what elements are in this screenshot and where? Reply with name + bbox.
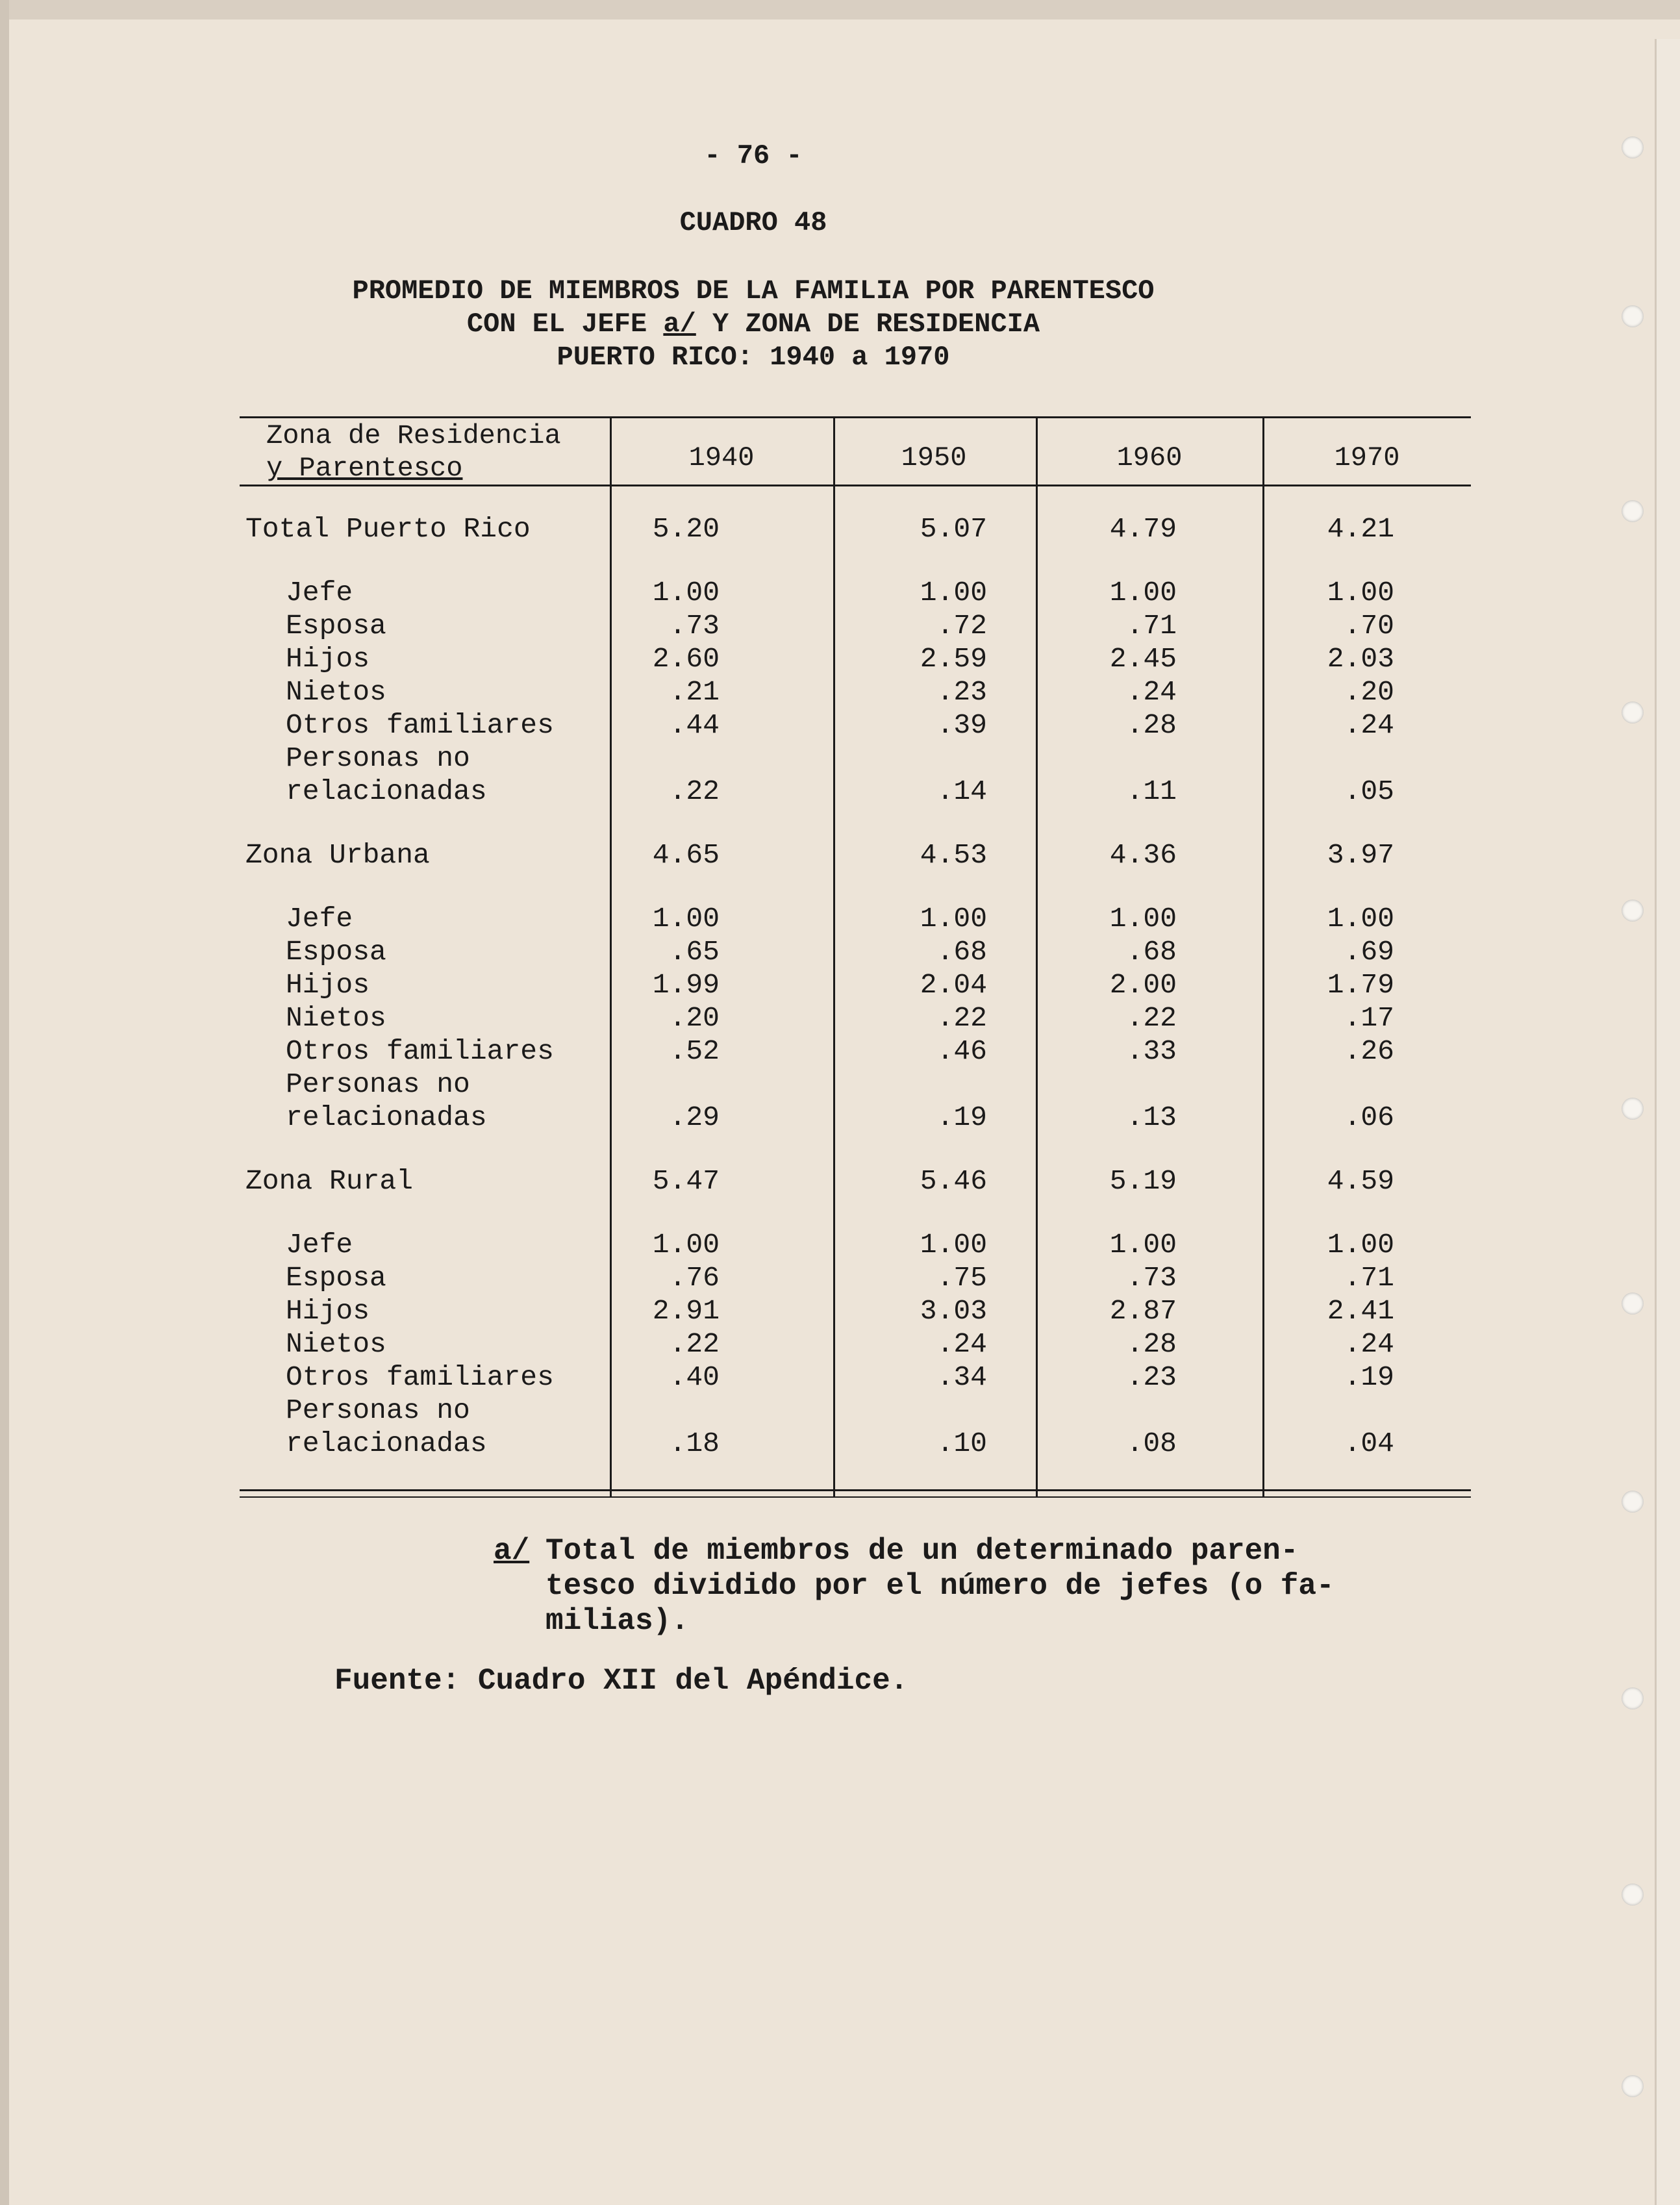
row-label: relacionadas — [286, 1102, 487, 1133]
table-cell: .22 — [1126, 1002, 1177, 1034]
footnote-text: milias). — [545, 1604, 689, 1638]
table-cell: 4.53 — [920, 839, 987, 871]
table-cell: .69 — [1344, 936, 1394, 968]
row-label: Nietos — [286, 1002, 386, 1034]
row-label: Esposa — [286, 610, 386, 642]
table-cell: .24 — [1126, 676, 1177, 708]
table-cell: 5.07 — [920, 513, 987, 545]
table-cell: .06 — [1344, 1102, 1394, 1133]
table-cell: 1.00 — [920, 1229, 987, 1261]
section-label: Total Puerto Rico — [245, 513, 531, 545]
binder-strip — [1655, 39, 1680, 2205]
table-cell: .05 — [1344, 775, 1394, 807]
table-cell: .52 — [669, 1035, 720, 1067]
table-cell: 2.41 — [1327, 1295, 1394, 1327]
table-cell: 1.00 — [1327, 577, 1394, 609]
table-header-rule — [240, 485, 1471, 486]
punch-hole — [1622, 1491, 1644, 1513]
table-cell: .24 — [1344, 709, 1394, 741]
table-cell: 1.00 — [652, 1229, 720, 1261]
column-header: 1950 — [901, 442, 967, 473]
table-cell: .19 — [936, 1102, 987, 1133]
table-cell: 1.00 — [652, 903, 720, 935]
table-cell: .13 — [1126, 1102, 1177, 1133]
table-cell: 5.20 — [652, 513, 720, 545]
row-label: Otros familiares — [286, 1035, 554, 1067]
table-cell: .76 — [669, 1262, 720, 1294]
table-cell: 3.03 — [920, 1295, 987, 1327]
source-note: Fuente: Cuadro XII del Apéndice. — [334, 1664, 909, 1698]
footnote-text: tesco dividido por el número de jefes (o fa- — [545, 1569, 1335, 1603]
row-label: Hijos — [286, 969, 370, 1001]
table-cell: .70 — [1344, 610, 1394, 642]
table-bottom-rule — [240, 1496, 1471, 1498]
table-cell: 2.91 — [652, 1295, 720, 1327]
table-cell: .75 — [936, 1262, 987, 1294]
punch-hole — [1622, 1687, 1644, 1709]
table-cell: .40 — [669, 1361, 720, 1393]
page-number: - 76 - — [704, 140, 803, 171]
table-cell: .73 — [669, 610, 720, 642]
punch-hole — [1622, 136, 1644, 158]
punch-hole — [1622, 305, 1644, 327]
table-cell: .20 — [669, 1002, 720, 1034]
column-header: 1970 — [1334, 442, 1400, 473]
table-cell: 1.79 — [1327, 969, 1394, 1001]
table-cell: .18 — [669, 1428, 720, 1459]
table-cell: 1.00 — [652, 577, 720, 609]
section-label: Zona Urbana — [245, 839, 430, 871]
row-label: Nietos — [286, 1328, 386, 1360]
table-cell: .65 — [669, 936, 720, 968]
table-cell: .23 — [936, 676, 987, 708]
table-cell: .71 — [1344, 1262, 1394, 1294]
title-text: CON EL JEFE — [466, 309, 664, 340]
table-cell: .26 — [1344, 1035, 1394, 1067]
column-header: 1940 — [688, 442, 755, 473]
table-cell: .24 — [936, 1328, 987, 1360]
table-bottom-rule — [240, 1489, 1471, 1491]
table-cell: .29 — [669, 1102, 720, 1133]
table-cell: 2.04 — [920, 969, 987, 1001]
punch-hole — [1622, 900, 1644, 922]
table-cell: 1.00 — [920, 577, 987, 609]
column-header: 1960 — [1116, 442, 1183, 473]
table-cell: 2.59 — [920, 643, 987, 675]
table-cell: .39 — [936, 709, 987, 741]
table-cell: 4.65 — [652, 839, 720, 871]
row-label: Personas no — [286, 1394, 470, 1426]
table-cell: .17 — [1344, 1002, 1394, 1034]
table-cell: .10 — [936, 1428, 987, 1459]
row-label: Jefe — [286, 903, 353, 935]
row-label: Jefe — [286, 577, 353, 609]
table-cell: 3.97 — [1327, 839, 1394, 871]
title-text: Y ZONA DE RESIDENCIA — [696, 309, 1040, 340]
table-cell: .33 — [1126, 1035, 1177, 1067]
table-cell: 5.46 — [920, 1165, 987, 1197]
punch-hole — [1622, 1098, 1644, 1120]
table-cell: 1.00 — [1327, 1229, 1394, 1261]
table-title-line1: PROMEDIO DE MIEMBROS DE LA FAMILIA POR PARENTESCO — [352, 275, 1155, 307]
table-cell: .73 — [1126, 1262, 1177, 1294]
row-label: Personas no — [286, 1068, 470, 1100]
table-cell: .68 — [936, 936, 987, 968]
row-label: relacionadas — [286, 1428, 487, 1459]
table-cell: 2.03 — [1327, 643, 1394, 675]
row-label: Otros familiares — [286, 1361, 554, 1393]
row-label: Jefe — [286, 1229, 353, 1261]
table-cell: 1.00 — [920, 903, 987, 935]
table-cell: .04 — [1344, 1428, 1394, 1459]
table-cell: 2.45 — [1109, 643, 1177, 675]
table-cell: .20 — [1344, 676, 1394, 708]
punch-hole — [1622, 500, 1644, 522]
row-label: Hijos — [286, 643, 370, 675]
table-cell: .34 — [936, 1361, 987, 1393]
table-cell: .19 — [1344, 1361, 1394, 1393]
table-cell: 5.19 — [1109, 1165, 1177, 1197]
table-cell: 2.87 — [1109, 1295, 1177, 1327]
table-cell: .21 — [669, 676, 720, 708]
table-cell: .24 — [1344, 1328, 1394, 1360]
table-title-line2 — [234, 308, 1273, 340]
table-cell: .44 — [669, 709, 720, 741]
table-cell: .23 — [1126, 1361, 1177, 1393]
table-cell: 2.00 — [1109, 969, 1177, 1001]
table-top-rule — [240, 416, 1471, 418]
footnote-text: Total de miembros de un determinado paren- — [545, 1534, 1299, 1568]
table-cell: 4.59 — [1327, 1165, 1394, 1197]
table-cell: 4.21 — [1327, 513, 1394, 545]
table-cell: .28 — [1126, 709, 1177, 741]
table-cell: 4.79 — [1109, 513, 1177, 545]
table-cell: 1.00 — [1109, 1229, 1177, 1261]
table-cell: .46 — [936, 1035, 987, 1067]
row-label: Esposa — [286, 1262, 386, 1294]
row-label: Otros familiares — [286, 709, 554, 741]
stub-header: y Parentesco — [266, 453, 463, 484]
table-id: CUADRO 48 — [679, 207, 827, 238]
table-cell: 1.00 — [1109, 577, 1177, 609]
table-cell: .08 — [1126, 1428, 1177, 1459]
row-label: Personas no — [286, 742, 470, 774]
table-title-line3: PUERTO RICO: 1940 a 1970 — [557, 342, 950, 373]
scan-top-edge — [0, 0, 1680, 19]
footnote-mark: a/ — [494, 1534, 530, 1568]
table-cell: .72 — [936, 610, 987, 642]
row-label: Hijos — [286, 1295, 370, 1327]
punch-hole — [1622, 1884, 1644, 1906]
row-label: Nietos — [286, 676, 386, 708]
table-cell: 1.00 — [1109, 903, 1177, 935]
title-note-ref: a/ — [663, 309, 696, 340]
scan-left-edge — [0, 0, 9, 2205]
table-cell: .71 — [1126, 610, 1177, 642]
table-cell: .68 — [1126, 936, 1177, 968]
table-cell: .22 — [669, 775, 720, 807]
table-cell: 5.47 — [652, 1165, 720, 1197]
table-cell: .14 — [936, 775, 987, 807]
table-cell: .22 — [669, 1328, 720, 1360]
section-label: Zona Rural — [245, 1165, 414, 1197]
table-cell: 1.99 — [652, 969, 720, 1001]
table-cell: .22 — [936, 1002, 987, 1034]
row-label: relacionadas — [286, 775, 487, 807]
punch-hole — [1622, 1292, 1644, 1315]
table-cell: 4.36 — [1109, 839, 1177, 871]
table-cell: 1.00 — [1327, 903, 1394, 935]
table-cell: .28 — [1126, 1328, 1177, 1360]
stub-header: Zona de Residencia — [266, 420, 561, 451]
punch-hole — [1622, 2075, 1644, 2097]
table-cell: 2.60 — [652, 643, 720, 675]
row-label: Esposa — [286, 936, 386, 968]
punch-hole — [1622, 701, 1644, 724]
table-cell: .11 — [1126, 775, 1177, 807]
